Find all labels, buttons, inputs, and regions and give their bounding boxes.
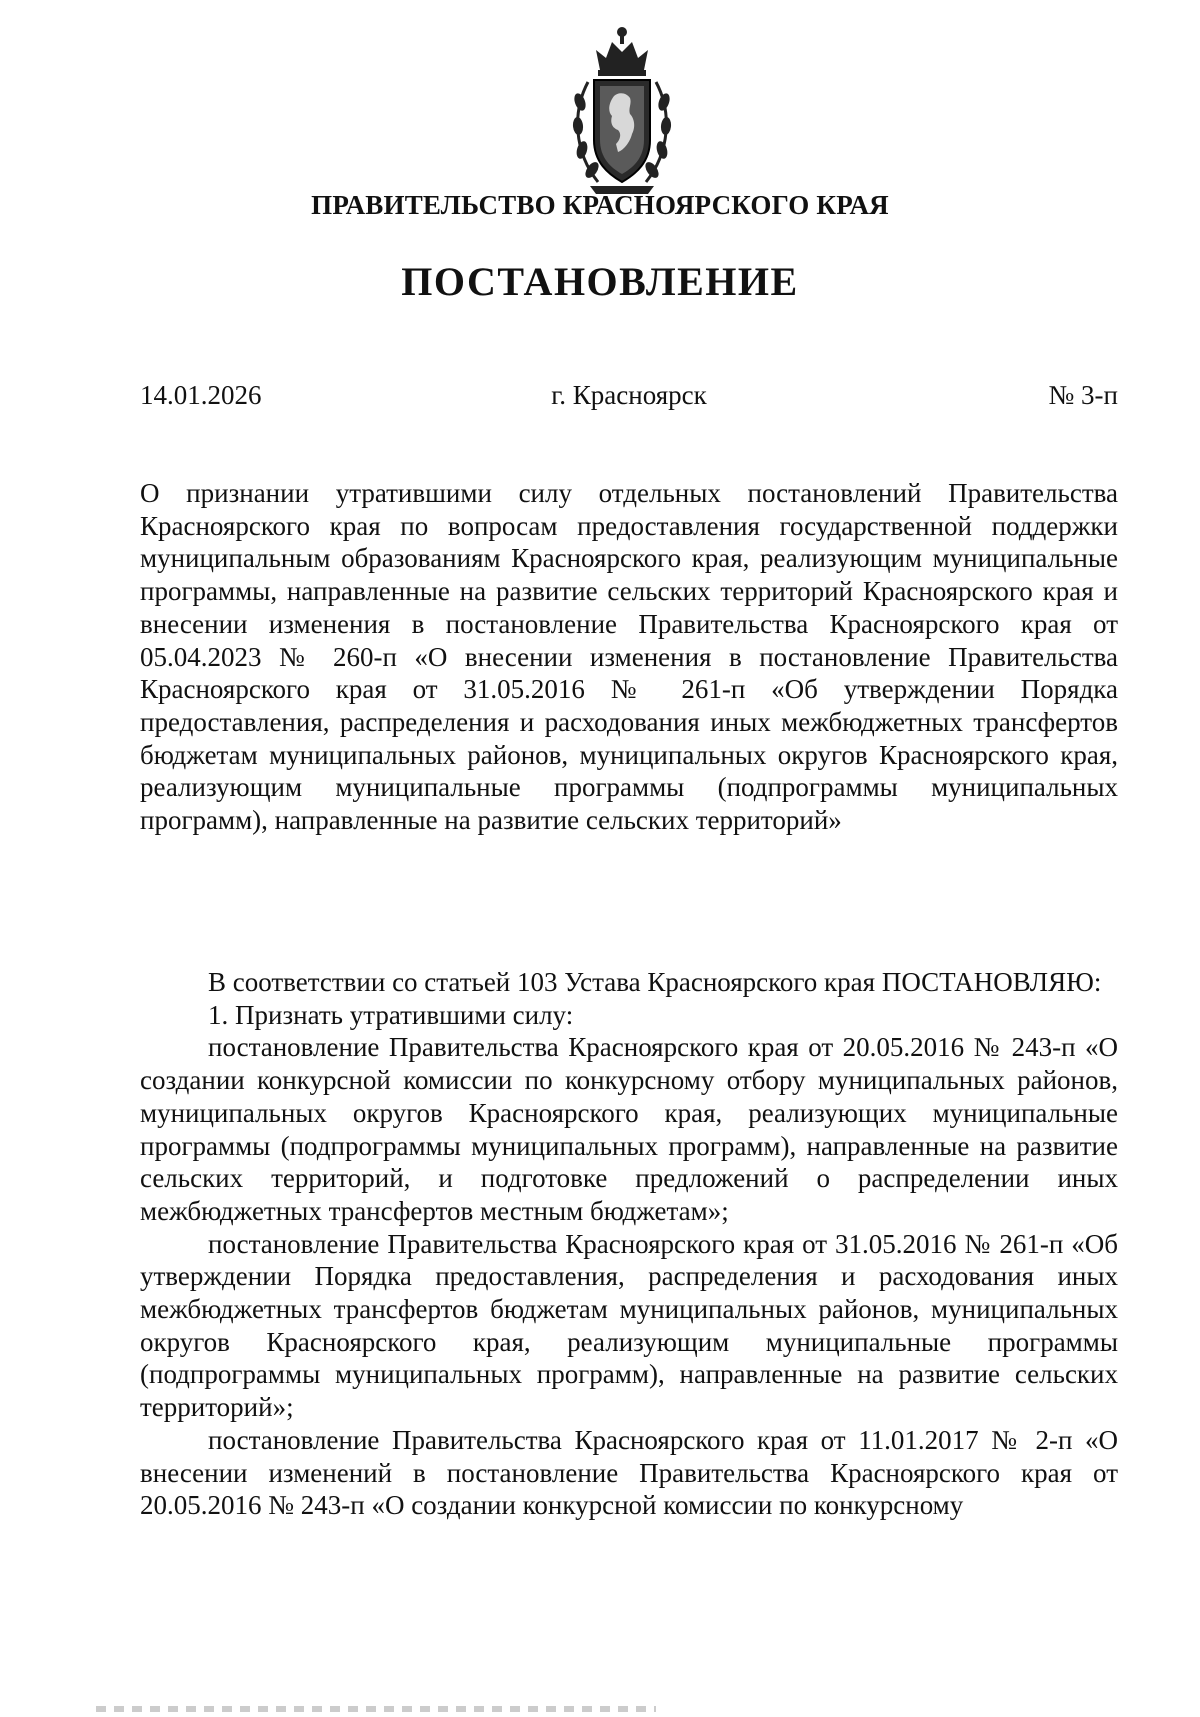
document-date: 14.01.2026 bbox=[140, 380, 262, 410]
page-footer-mark bbox=[96, 1706, 656, 1712]
preamble-paragraph: В соответствии со статьей 103 Устава Красноярского края ПОСТАНОВЛЯЮ: bbox=[208, 967, 1102, 997]
repealed-item: постановление Правительства Красноярского края от 20.05.2016 № 243-п «О создании конкурсной комиссии по конкурсному отбору муниципальных районов, муниципальных округов Красноярского края, реализующих муниципальные программы (подпрограммы муниципальных программ), направленные на развитие сельских территорий, и подготовке предложений о распределении иных межбюджетных трансфертов местным бюджетам»; bbox=[140, 1032, 1118, 1226]
krasnoyarsk-coat-of-arms-icon bbox=[570, 22, 674, 202]
document-type-title: ПОСТАНОВЛЕНИЕ bbox=[401, 259, 799, 304]
item-1-heading: 1. Признать утратившими силу: bbox=[208, 999, 574, 1030]
document-subject: О признании утратившими силу отдельных постановлений Правительства Красноярского края по вопросам предоставления государственной поддержки муниципальным образованиям Красноярского края, реализующим муниципальные программы, направленные на развитие сельских территорий Красноярского края и внесении изменения в постановление Правительства Красноярского края от 05.04.2023 № 260-п «О внесении изменения в постановление Правительства Красноярского края от 31.05.2016 № 261-п «Об утверждении Порядка предоставления, распределения и расходования иных межбюджетных трансфертов бюджетам муниципальных районов, муниципальных округов Красноярского края, реализующим муниципальные программы (подпрограммы муниципальных программ), направленные на развитие сельских территорий» bbox=[140, 478, 1118, 836]
document-number: № 3-п bbox=[1048, 380, 1118, 410]
organization-name: ПРАВИТЕЛЬСТВО КРАСНОЯРСКОГО КРАЯ bbox=[311, 190, 889, 220]
repealed-item: постановление Правительства Красноярского края от 11.01.2017 № 2-п «О внесении изменений в постановление Правительства Красноярского края от 20.05.2016 № 243-п «О создании конкурсной комиссии по конкурсному bbox=[140, 1424, 1118, 1521]
document-meta bbox=[140, 380, 1118, 416]
document-city: г. Красноярск bbox=[551, 380, 707, 410]
document-body bbox=[140, 966, 1118, 1522]
repealed-item: постановление Правительства Красноярского края от 31.05.2016 № 261-п «Об утверждении Порядка предоставления, распределения и расходования иных межбюджетных трансфертов бюджетам муниципальных районов, муниципальных округов Красноярского края, реализующим муниципальные программы (подпрограммы муниципальных программ), направленные на развитие сельских территорий»; bbox=[140, 1228, 1118, 1423]
